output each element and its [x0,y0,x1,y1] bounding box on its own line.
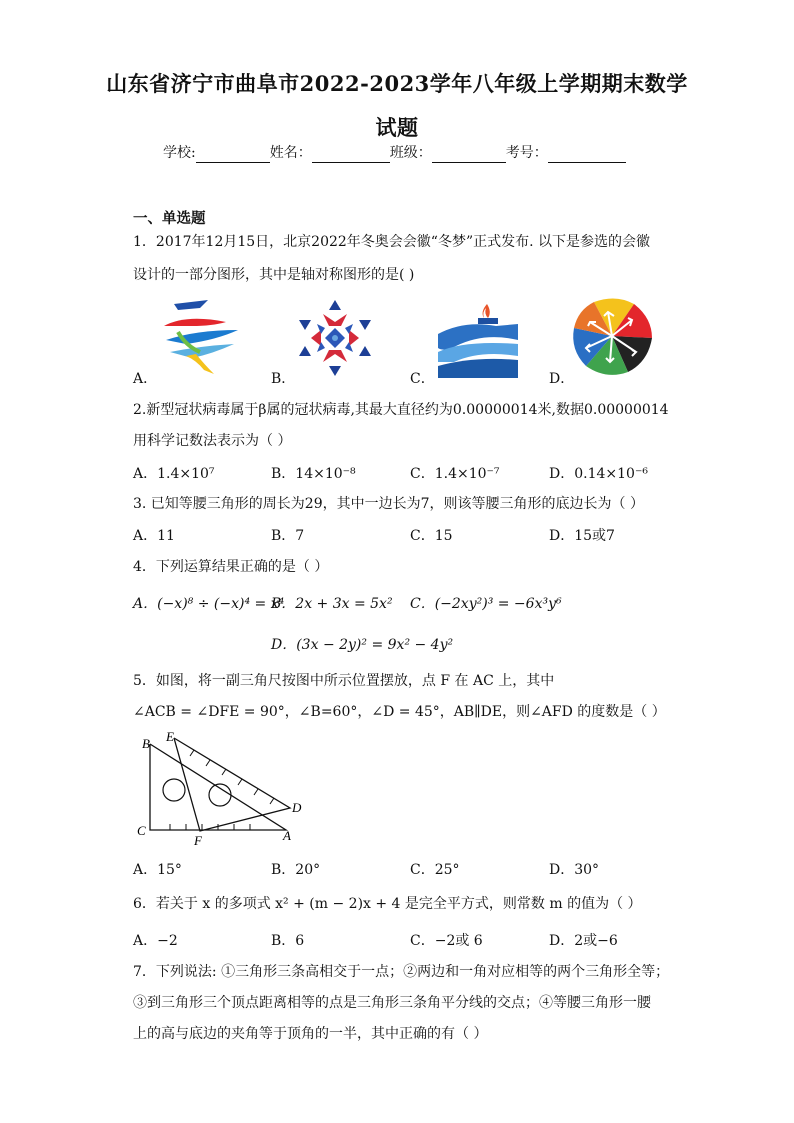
page-title-line2: 试题 [375,115,419,140]
q3-option-b[interactable]: B．7 [271,528,305,544]
q1-line1: 1．2017年12月15日，北京2022年冬奥会会徽“冬梦”正式发布. 以下是参选的会徽 [133,234,651,250]
q1-option-a[interactable]: A． [133,371,158,387]
label-d: D [292,800,302,815]
q5-line2: ∠ACB = ∠DFE = 90°，∠B=60°，∠D = 45°，AB∥DE，则∠AFD 的度数是（ ） [133,704,666,720]
q2-option-d[interactable]: D．0.14×10⁻⁶ [549,466,648,482]
q1-line2: 设计的一部分图形，其中是轴对称图形的是( ) [133,267,415,283]
q4-option-a[interactable]: A．(−x)⁸ ÷ (−x)⁴ = x⁴ [133,596,285,612]
q5-option-d[interactable]: D．30° [549,862,600,878]
q5-option-a[interactable]: A．15° [133,862,182,878]
q3-option-c[interactable]: C．15 [410,528,453,544]
q7-line1: 7．下列说法: ①三角形三条高相交于一点；②两边和一角对应相等的两个三角形全等； [133,964,670,980]
q6-option-a[interactable]: A．−2 [133,933,178,949]
label-f: F [194,833,202,848]
label-e: E [166,729,174,744]
q5-option-c[interactable]: C．25° [410,862,460,878]
name-label: 姓名： [269,145,312,161]
logo-c-image [434,298,522,380]
logo-a-image [156,296,242,378]
school-field[interactable] [196,148,270,163]
logo-d-image [570,296,654,378]
id-field[interactable] [548,148,626,163]
q1-option-c[interactable]: C． [410,371,435,387]
q6-option-d[interactable]: D．2或−6 [549,933,618,949]
class-label: 班级： [389,145,432,161]
class-field[interactable] [432,148,506,163]
q7-line3: 上的高与底边的夹角等于顶角的一半，其中正确的有（ ） [133,1026,488,1042]
q4-option-d[interactable]: D．(3x − 2y)² = 9x² − 4y² [271,637,454,653]
q4-option-b[interactable]: B．2x + 3x = 5x² [271,596,393,612]
page-title: 山东省济宁市曲阜市2022-2023学年八年级上学期期末数学 [106,71,688,96]
q7-line2: ③到三角形三个顶点距离相等的点是三角形三条角平分线的交点；④等腰三角形一腰 [133,995,651,1011]
label-a: A [283,828,291,843]
q2-line2: 用科学记数法表示为（ ） [133,433,292,449]
q4-option-c[interactable]: C．(−2xy²)³ = −6x³y⁶ [410,596,562,612]
q2-option-c[interactable]: C．1.4×10⁻⁷ [410,466,500,482]
school-label: 学校: [163,145,196,161]
q2-option-b[interactable]: B．14×10⁻⁸ [271,466,356,482]
label-c: C [137,823,146,838]
q3-option-a[interactable]: A．11 [133,528,175,544]
logo-b-image [293,298,377,378]
label-b: B [142,736,150,751]
q6-option-b[interactable]: B．6 [271,933,305,949]
id-label: 考号： [505,145,548,161]
info-line [163,143,626,163]
q2-line1: 2.新型冠状病毒属于β属的冠状病毒,其最大直径约为0.00000014米,数据0.00000014 [133,402,669,418]
section-title: 一、单选题 [133,210,206,227]
q6-option-c[interactable]: C．−2或 6 [410,933,483,949]
q1-option-d[interactable]: D． [549,371,575,387]
q3-line1: 3. 已知等腰三角形的周长为29，其中一边长为7，则该等腰三角形的底边长为（ ） [133,496,644,512]
q5-option-b[interactable]: B．20° [271,862,321,878]
q6-line1: 6．若关于 x 的多项式 x² + (m − 2)x + 4 是完全平方式，则常数 m 的值为（ ） [133,896,642,912]
q5-triangle-figure [134,728,314,854]
q2-option-a[interactable]: A．1.4×10⁷ [133,466,215,482]
q3-option-d[interactable]: D．15或7 [549,528,615,544]
q5-line1: 5．如图，将一副三角尺按图中所示位置摆放，点 F 在 AC 上，其中 [133,673,555,689]
name-field[interactable] [312,148,390,163]
q4-line1: 4．下列运算结果正确的是（ ） [133,559,329,575]
q1-option-b[interactable]: B． [271,371,296,387]
